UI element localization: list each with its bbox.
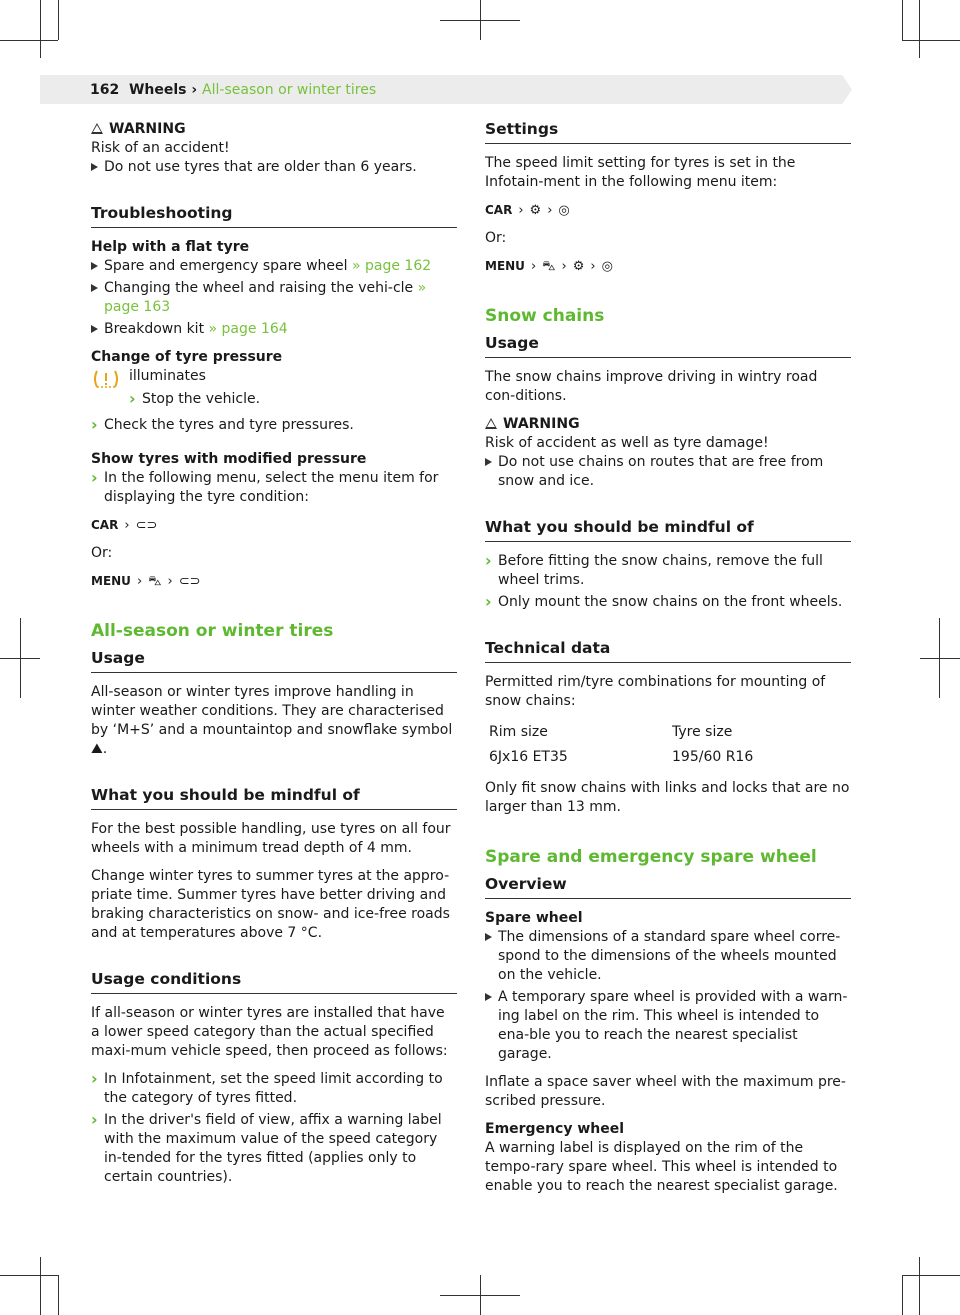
paragraph: For the best possible handling, use tyres on all four wheels with a minimum tread depth of 4 mm. [91, 821, 451, 856]
page-number: 162 [90, 82, 120, 98]
warning-box [91, 120, 457, 177]
table-cell: 6Jx16 ET35 [489, 749, 568, 765]
section-title: Overview [485, 875, 851, 899]
section-title: Troubleshooting [91, 204, 457, 228]
subsection-title: Help with a flat tyre [91, 239, 250, 255]
page-header [90, 81, 376, 100]
or-text: Or: [91, 545, 113, 561]
paragraph: Change winter tyres to summer tyres at the appro-priate time. Summer tyres have better driving and braking characteristics on snow- and ice-free roads and at temperatures above 7 °C. [91, 868, 450, 941]
table-cell: 195/60 R16 [672, 749, 754, 765]
crop-mark [939, 618, 940, 698]
step-item: › Before fitting the snow chains, remove the full wheel trims. [485, 552, 851, 590]
list-item: A temporary spare wheel is provided with a warn-ing label on the rim. This wheel is intended to ena-ble you to reach the nearest specialist garage. [485, 988, 851, 1064]
car-menu-label: CAR [91, 518, 119, 532]
menu-path [91, 572, 457, 591]
crop-mark [902, 40, 960, 41]
warning-icon [485, 418, 497, 429]
warning-title: WARNING [503, 416, 580, 432]
tyre-icon: ⊂⊃ [178, 574, 201, 589]
menu-label: MENU [485, 259, 525, 273]
paragraph: Inflate a space saver wheel with the maximum pre-scribed pressure. [485, 1074, 846, 1109]
step-item: › Only mount the snow chains on the front wheels. [485, 593, 851, 612]
section-name: Wheels [128, 82, 187, 98]
crop-mark [919, 0, 920, 58]
wrench-icon: ⚙ [529, 203, 542, 218]
subsection-title: Spare wheel [485, 910, 583, 926]
paragraph: Only fit snow chains with links and locks that are no larger than 13 mm. [485, 780, 850, 815]
paragraph-text: All-season or winter tyres improve handling in winter weather conditions. They are characterised by ‘M+S’ and a mountaintop and snowflake symbol [91, 684, 453, 738]
crop-mark [902, 0, 903, 40]
tpms-row [91, 367, 457, 412]
paragraph: If all-season or winter tyres are installed that have a lower speed category than the actual specified maxi-mum vehicle speed, then proceed as follows: [91, 1005, 448, 1059]
tyre-settings-icon: ◎ [601, 259, 613, 274]
chevron-right-icon: › [124, 518, 130, 533]
list-item: Do not use chains on routes that are free from snow and ice. [485, 453, 851, 491]
menu-label: MENU [91, 574, 131, 588]
item-text: Changing the wheel and raising the vehi-cle [104, 280, 414, 296]
list-item [91, 257, 457, 276]
table-header: Rim size [489, 724, 548, 740]
crop-mark [40, 1257, 41, 1315]
crop-mark [902, 1275, 960, 1276]
crop-mark [40, 0, 41, 58]
left-column [91, 120, 457, 1196]
warning-box [485, 415, 851, 491]
list-item: Do not use tyres that are older than 6 years. [91, 158, 457, 177]
breadcrumb[interactable]: All-season or winter tires [202, 82, 377, 98]
car-menu-label: CAR [485, 203, 513, 217]
illuminates-text: illuminates [129, 368, 206, 384]
paragraph: All-season or winter tyres improve handling in winter weather conditions. They are characterised by ‘M+S’ and a mountaintop and snowflake symbol ⛰. [91, 684, 453, 757]
chapter-title: Spare and emergency spare wheel [485, 847, 817, 867]
right-column [485, 120, 851, 1205]
item-text: Spare and emergency spare wheel [104, 258, 348, 274]
menu-path [91, 516, 457, 535]
crop-mark [919, 1257, 920, 1315]
chapter-title: All-season or winter tires [91, 621, 334, 641]
chevron-right-icon: › [167, 574, 173, 589]
page-link[interactable]: » page 162 [352, 258, 432, 274]
crop-mark [920, 658, 960, 659]
section-title: What you should be mindful of [485, 518, 851, 542]
crop-mark [58, 1275, 59, 1315]
crop-mark [0, 1275, 58, 1276]
warning-title: WARNING [109, 121, 186, 137]
tyre-pressure-warning-icon [91, 367, 121, 391]
warning-text: Risk of accident as well as tyre damage! [485, 435, 769, 451]
chevron-right-icon: › [136, 574, 143, 589]
paragraph: A warning label is displayed on the rim of the tempo-rary spare wheel. This wheel is intended to enable you to reach the nearest specialist garage. [485, 1140, 838, 1194]
section-title: Usage [91, 649, 457, 673]
or-text: Or: [485, 230, 507, 246]
section-title: Technical data [485, 639, 851, 663]
subsection-title: Emergency wheel [485, 1121, 625, 1137]
crop-mark [58, 0, 59, 40]
subsection-title: Show tyres with modified pressure [91, 451, 367, 467]
page-link[interactable]: » page 164 [208, 321, 288, 337]
step-item: › In Infotainment, set the speed limit according to the category of tyres fitted. [91, 1070, 457, 1108]
tyre-icon: ⊂⊃ [135, 518, 158, 533]
list-item: The dimensions of a standard spare wheel corre-spond to the dimensions of the wheels mounted on the vehicle. [485, 928, 851, 985]
step-item: › In the following menu, select the menu item for displaying the tyre condition: [91, 469, 457, 507]
mountain-snowflake-icon: ⛰ [91, 741, 103, 757]
chevron-right-icon: › [590, 259, 596, 274]
step-item: › Stop the vehicle. [129, 390, 260, 409]
warning-icon [91, 123, 103, 134]
table-header: Tyre size [672, 724, 733, 740]
chapter-title: Snow chains [485, 306, 605, 326]
warning-text: Risk of an accident! [91, 140, 230, 156]
step-item: › In the driver's field of view, affix a warning label with the maximum value of the speed category in-tended for the tyres fitted (applies only to certain countries). [91, 1111, 457, 1187]
paragraph: Permitted rim/tyre combinations for mounting of snow chains: [485, 674, 826, 709]
wrench-icon: ⚙ [572, 259, 585, 274]
crop-mark [0, 40, 58, 41]
item-text: Breakdown kit [104, 321, 205, 337]
chevron-right-icon: › [518, 203, 524, 218]
car-icon: ⛍ [542, 259, 556, 274]
section-title: Settings [485, 120, 851, 144]
chevron-right-icon: › [530, 259, 537, 274]
step-item: › Check the tyres and tyre pressures. [91, 416, 457, 435]
section-title: Usage conditions [91, 970, 457, 994]
paragraph: The snow chains improve driving in wintry road con-ditions. [485, 369, 818, 404]
menu-path [485, 257, 851, 276]
subsection-title: Change of tyre pressure [91, 349, 283, 365]
section-title: What you should be mindful of [91, 786, 457, 810]
table-header-row [489, 720, 753, 745]
chevron-right-icon: › [561, 259, 567, 274]
crop-mark [480, 1275, 481, 1315]
menu-path [485, 201, 851, 220]
car-icon: ⛍ [148, 574, 162, 589]
paragraph: The speed limit setting for tyres is set in the Infotain-ment in the following menu item: [485, 155, 796, 190]
breadcrumb-separator: › [191, 82, 198, 98]
page-link[interactable]: » page 163 [104, 280, 427, 315]
crop-mark [480, 0, 481, 40]
list-item [91, 320, 457, 339]
tyre-settings-icon: ◎ [558, 203, 570, 218]
rim-tyre-table [489, 720, 753, 770]
table-row [489, 745, 753, 770]
section-title: Usage [485, 334, 851, 358]
chevron-right-icon: › [547, 203, 553, 218]
crop-mark [902, 1275, 903, 1315]
list-item [91, 279, 457, 317]
crop-mark [20, 618, 21, 698]
